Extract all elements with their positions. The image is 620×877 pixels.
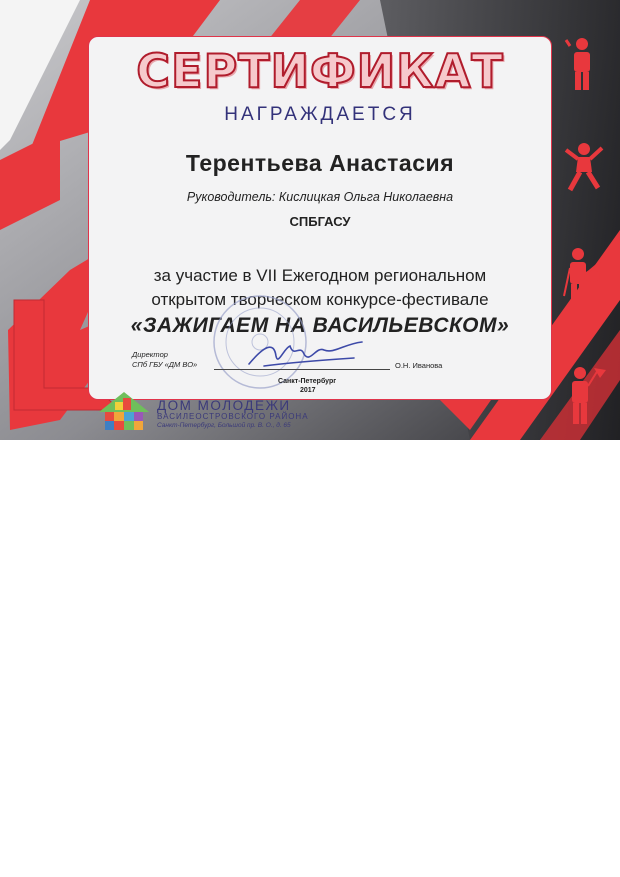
logo-address: Санкт-Петербург, Большой пр. В. О., д. 65: [157, 422, 291, 429]
festival-name: «ЗАЖИГАЕМ НА ВАСИЛЬЕВСКОМ»: [130, 314, 510, 337]
director-organization: СПб ГБУ «ДМ ВО»: [132, 360, 198, 369]
guitarist-icon: [560, 246, 604, 306]
logo-title: ДОМ МОЛОДЕЖИ: [157, 398, 291, 413]
participation-line-1: за участие в VII Ежегодном региональном: [153, 266, 487, 285]
dancer-icon: [562, 142, 606, 194]
awarded-label: НАГРАЖДАЕТСЯ: [224, 104, 416, 125]
certificate-title: СЕРТИФИКАТ: [136, 44, 504, 98]
leader-line: Руководитель: Кислицкая Ольга Николаевна: [186, 190, 454, 204]
director-name: О.Н. Иванова: [395, 361, 443, 370]
recipient-name: Терентьева Анастасия: [185, 150, 455, 176]
handwritten-signature: [244, 336, 374, 376]
flag-bearer-icon: [562, 364, 606, 426]
microphone-singer-icon: [562, 36, 602, 92]
house-logo-icon: [97, 390, 151, 432]
city: Санкт-Петербург: [278, 378, 337, 385]
organization: СПБГАСУ: [289, 214, 351, 229]
year: 2017: [300, 387, 316, 394]
director-title: Директор: [132, 350, 168, 359]
logo-subtitle: ВАСИЛЕОСТРОВСКОГО РАЙОНА: [157, 412, 309, 421]
participation-line-2: открытом творческом конкурсе-фестивале: [151, 290, 489, 309]
